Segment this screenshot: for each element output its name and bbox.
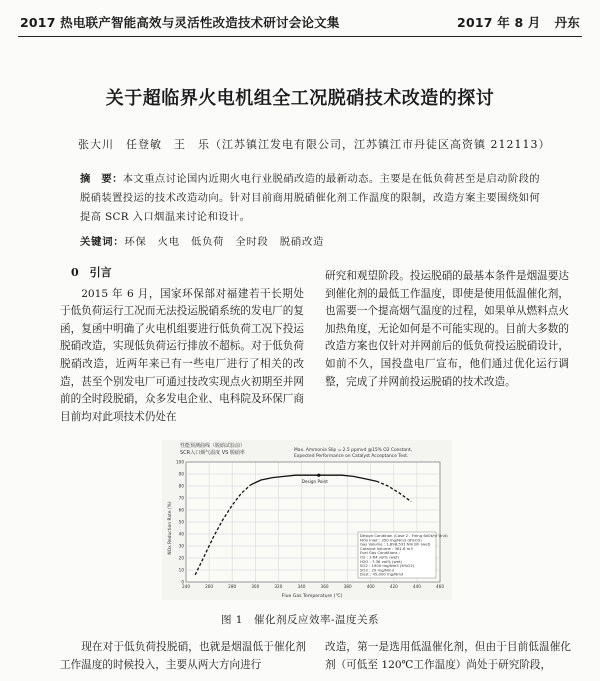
running-header [20,10,580,34]
section-heading-intro: 0 引言 [71,266,112,279]
bottom-left-column [60,638,306,674]
bottom-paragraph-right: 改造，第一是选用低温催化剂，但由于目前低温催化剂（可低至 120℃工作温度）尚处于研究阶段， [325,641,571,671]
abstract-label: 摘 要： [80,173,123,185]
abstract-text: 本文重点讨论国内近期火电行业脱硝改造的最新动态。主要是在低负荷甚至是启动阶段的脱硝装置投运的技术改造动向。针对目前商用脱硝催化剂工作温度的限制，改造方案主要围绕如何提高 SCR 入口烟温来讨论和设计。 [80,173,540,223]
intro-paragraph-left: 2015 年 6 月，国家环保部对福建若干长期处于低负荷运行工况而无法投运脱硝系统的发电厂的复函，复函中明确了火电机组要进行低负荷工况下投运脱硝改造，实现低负荷运行排放不超标。对于低负荷脱硝改造，近两年来已有一些电厂进行了相关的改造，甚至个别发电厂可通过技改实现点火初期至并网前的全时段脱硝，众多发电企业、电科院及环保厂商目前均对此项技术仍处在 [60,287,304,423]
y-tick-label: 80 [178,483,184,489]
header-date: 2017 年 8 月 [457,15,541,30]
design-point-marker [317,474,320,477]
legend-line: Fuel Gas Conditions : [360,550,401,556]
x-tick-label: 260 [205,584,214,589]
keywords-text: 环保 火电 低负荷 全时段 脱硝改造 [124,236,325,248]
header-rule [18,36,582,37]
x-tick-label: 240 [182,584,190,589]
x-tick-label: 360 [320,584,329,589]
y-tick-label: 40 [178,531,184,537]
figure-note-2: Expected Performance on Catalyst Acceptance Test. [294,454,409,459]
y-tick-label: 90 [178,471,184,477]
figure-note-1: Max. Ammonia Slip = 2.5 ppmvd @15% O2 Constant, [294,448,413,453]
legend-line: Design Condition (Case 2 : Firing 600t/hr Unit) [360,533,448,538]
y-tick-label: 20 [178,555,184,561]
bottom-paragraph-left: 现在对于低负荷投脱硝，也就是烟温低于催化剂工作温度的时候投入，主要从两大方向进行 [60,641,306,671]
legend-line: SO3 : 20 mg/Nm3 [360,567,394,573]
y-tick-label: 70 [178,495,184,501]
x-tick-label: 400 [366,584,375,589]
x-axis-label: Flue Gas Temperature (℃) [281,594,343,599]
y-tick-label: 50 [178,519,184,525]
header-proceedings-title: 2017 热电联产智能高效与灵活性改造技术研讨会论文集 [20,15,340,30]
y-tick-label: 100 [176,459,184,465]
intro-paragraph-right: 研究和观望阶段。投运脱硝的最基本条件是烟温要达到催化剂的最低工作温度，即使是使用低温催化剂，也需要一个提高烟气温度的过程，如果单从燃料点火加热角度，无论如何是不可能实现的。目前大多数的改造方案也仅针对并网前后的低负荷投运脱硝设计，如前不久，国投盘电厂宣布，他们通过优化运行调整，完成了并网前投运脱硝的技术改造。 [325,270,569,388]
x-tick-label: 320 [274,584,283,589]
legend-line: Dust : 45,000 mg/Nm3 [360,571,404,577]
y-tick-label: 30 [178,543,184,549]
keywords [80,233,542,248]
legend-line: H2O : 7.36 vol% (wet) [360,558,402,564]
x-tick-label: 440 [412,584,421,589]
intro-left-column [60,264,304,426]
y-tick-label: 10 [178,567,184,573]
y-tick-label: 0 [181,579,184,585]
legend-line: Catalyst Volume : 361.6 m3 [360,545,413,551]
figure-inner-title-1: 性能预测曲线（脱硝试验前） [180,443,246,449]
abstract [80,170,542,227]
figure-caption: 图 1 催化剂反应效率-温度关系 [220,614,380,626]
legend-line: NOx Inlet : 350 mg/Nm3 (6%O2) [360,537,422,543]
legend-line: O2 : 3.64 vol% (wet) [360,554,400,560]
y-axis-label: NOx Reduction Rate (%) [168,501,173,555]
x-tick-label: 340 [297,584,306,589]
x-tick-label: 420 [389,584,398,589]
x-tick-label: 460 [436,584,444,589]
legend-line: Gas Volume : 1,898,531 Nm3/h (wet) [360,541,431,547]
bottom-right-column [325,638,571,674]
figure-1 [162,440,452,600]
paper-title: 关于超临界火电机组全工况脱硝技术改造的探讨 [105,88,495,109]
legend-line: SO2 : 1900 mg/Nm3 (6%O2) [360,563,415,569]
figure-inner-title-2: SCR入口烟气温度 VS 脱硝率 [180,450,245,456]
x-tick-label: 300 [251,584,260,589]
header-place: 丹东 [554,15,580,30]
authors-line: 张大川 任登敏 王 乐（江苏镇江发电有限公司，江苏镇江市丹徒区高资镇 212113） [78,138,551,151]
x-tick-label: 380 [343,584,352,589]
keywords-label: 关键词： [80,236,125,248]
intro-right-column [325,268,569,391]
x-tick-label: 280 [228,584,237,589]
y-tick-label: 60 [178,507,184,513]
design-point-label: Design Point [301,479,328,485]
scr-efficiency-chart [162,440,452,600]
